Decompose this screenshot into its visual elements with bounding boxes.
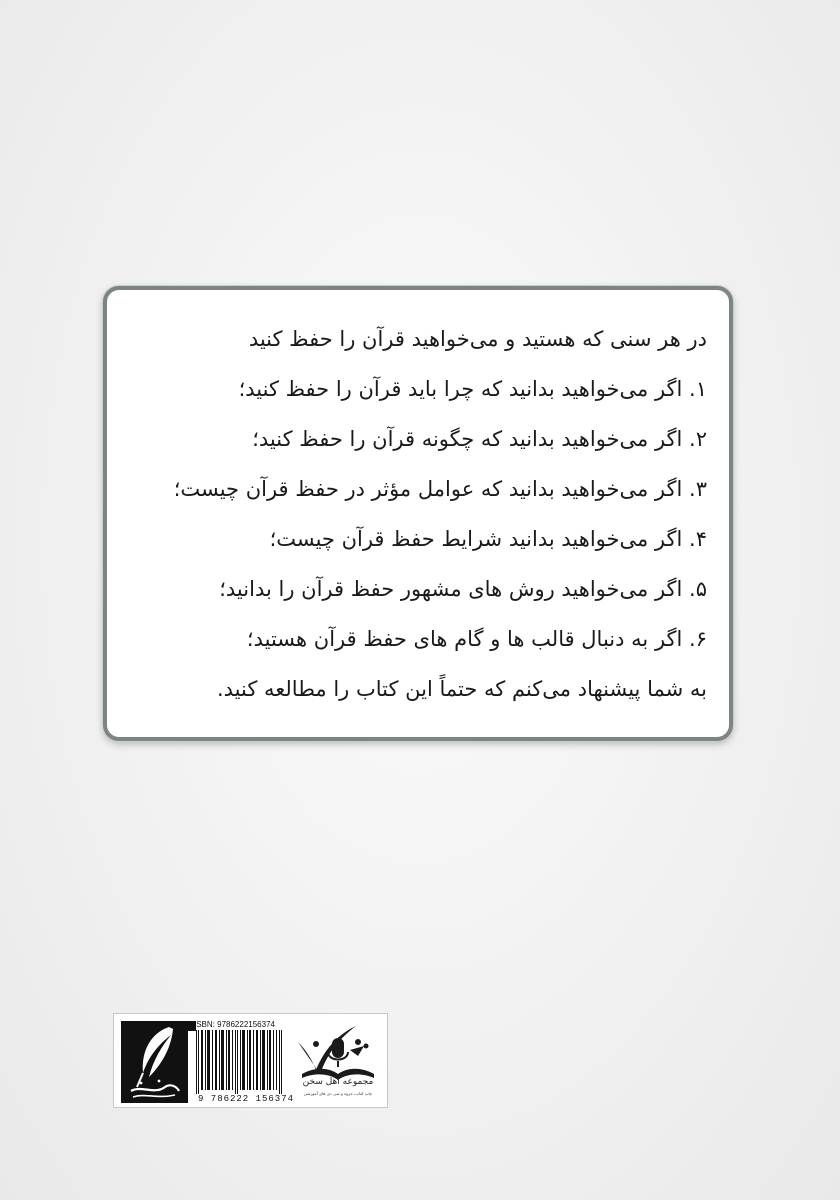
- quill-pen-icon: [121, 1021, 188, 1103]
- barcode-panel: [113, 1013, 388, 1108]
- blurb-item-5: ۵. اگر می‌خواهید روش های مشهور حفظ قرآن را بدانید؛: [219, 577, 707, 601]
- blurb-item-4: ۴. اگر می‌خواهید بدانید شرایط حفظ قرآن چیست؛: [269, 527, 707, 551]
- blurb-intro-line: در هر سنی که هستید و می‌خواهید قرآن را حفظ کنید: [248, 327, 707, 351]
- series-tagline: چاپ کتاب، جزوه و سی دی های آموزشی: [303, 1091, 373, 1096]
- blurb-box: [103, 286, 733, 741]
- publisher-logo: [121, 1021, 188, 1103]
- barcode-number: 9 786222 156374: [198, 1094, 295, 1104]
- barcode-image: [194, 1030, 286, 1094]
- isbn-label: ISBN: 9786222156374: [194, 1020, 275, 1029]
- series-name: مجموعه اهل سخن: [302, 1077, 374, 1087]
- blurb-item-2: ۲. اگر می‌خواهید بدانید که چگونه قرآن را حفظ کنید؛: [252, 427, 707, 451]
- blurb-item-1: ۱. اگر می‌خواهید بدانید که چرا باید قرآن را حفظ کنید؛: [238, 377, 707, 401]
- blurb-item-3: ۳. اگر می‌خواهید بدانید که عوامل مؤثر در حفظ قرآن چیست؛: [173, 477, 707, 501]
- blurb-closing-line: به شما پیشنهاد می‌کنم که حتماً این کتاب را مطالعه کنید.: [216, 677, 707, 701]
- blurb-item-6: ۶. اگر به دنبال قالب ها و گام های حفظ قرآن هستید؛: [246, 627, 707, 651]
